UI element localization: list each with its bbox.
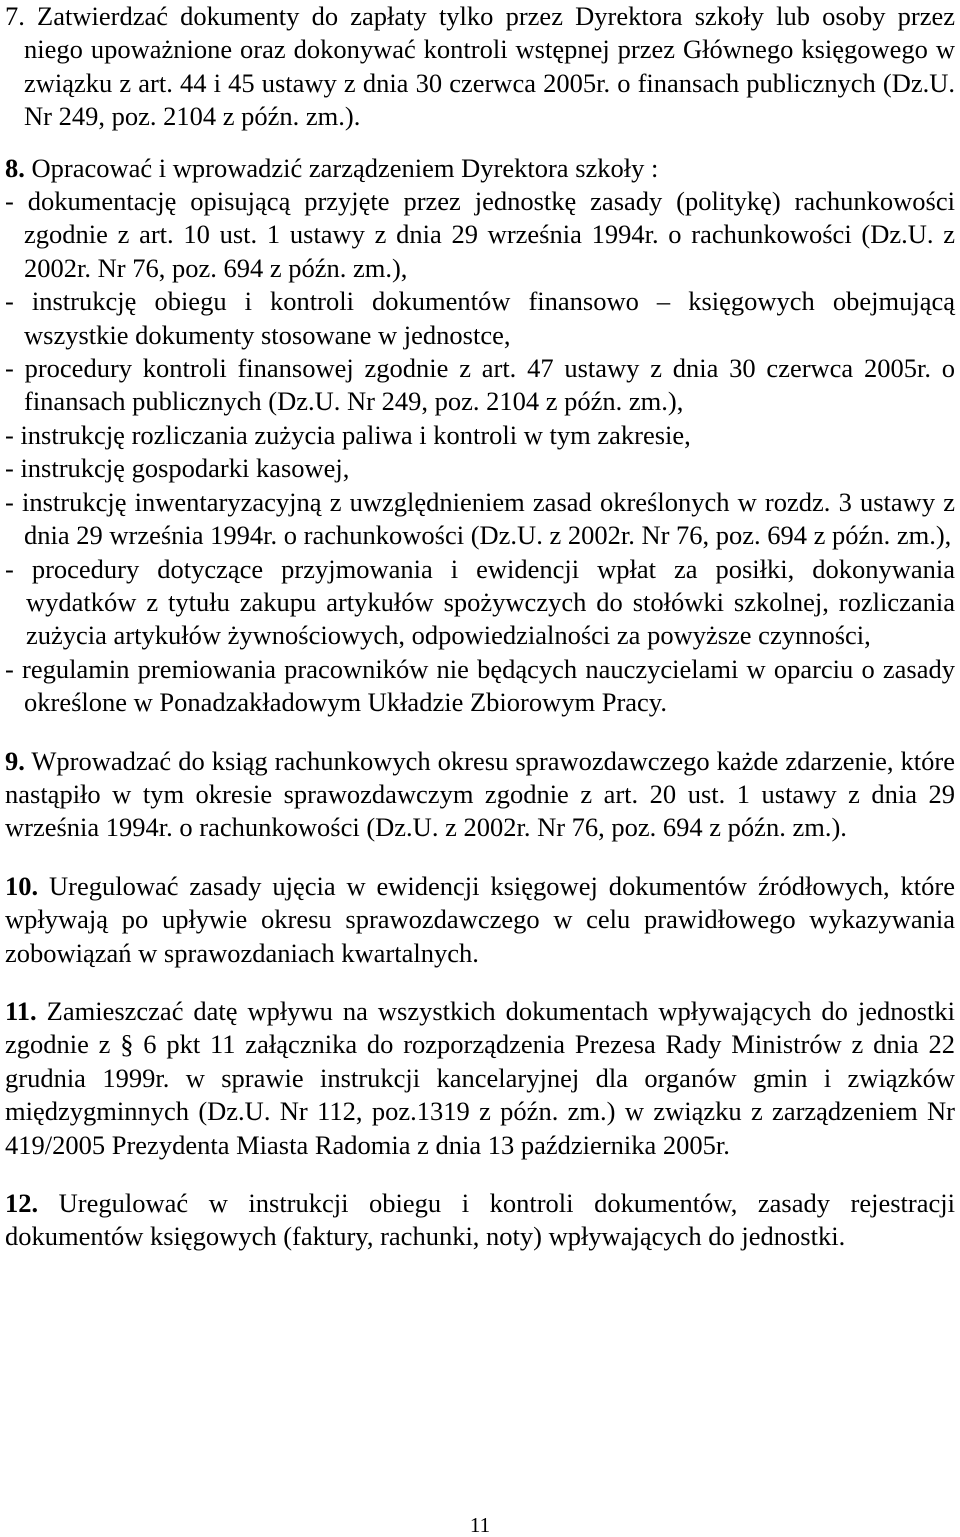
paragraph-8-item-3: - procedury kontroli finansowej zgodnie z art. 47 ustawy z dnia 30 czerwca 2005r. o finansach publicznych (Dz.U. Nr 249, poz. 2104 z późn. zm.), [5,353,955,417]
paragraph-11-number: 11. [5,995,37,1026]
page-number: 11 [469,1513,491,1537]
paragraph-8-number: 8. [5,152,25,183]
paragraph-8-item-6: - instrukcję inwentaryzacyjną z uwzględnieniem zasad określonych w rozdz. 3 ustawy z dnia 29 września 1994r. o rachunkowości (Dz.U. z 2002r. Nr 76, poz. 694 z późn. zm.), [5,486,955,551]
paragraph-9-text: Wprowadzać do ksiąg rachunkowych okresu sprawozdawczego każde zdarzenie, które nastąpiło w tym okresie sprawozdawczym zgodnie z art. 20 ust. 1 ustawy z dnia 29 września 1994r. o rachunkowości (Dz.U. z 2002r. Nr 76, poz. 694 z późn. zm.). [5,745,955,843]
paragraph-7 [5,0,955,134]
paragraph-12 [5,1187,955,1254]
paragraph-10-text: Uregulować zasady ujęcia w ewidencji księgowej dokumentów źródłowych, które wpływają po upływie okresu sprawozdawczego w celu prawidłowego wykazywania zobowiązań w sprawozdaniach kwartalnych. [5,870,955,968]
paragraph-7-text: Zatwierdzać dokumenty do zapłaty tylko przez Dyrektora szkoły lub osoby przez niego upoważnione oraz dokonywać kontroli wstępnej przez Głównego księgowego w związku z art. 44 i 45 ustawy z dnia 30 czerwca 2005r. o finansach publicznych (Dz.U. Nr 249, poz. 2104 z późn. zm.). [24,1,955,132]
paragraph-11-text: Zamieszczać datę wpływu na wszystkich dokumentach wpływających do jednostki zgodnie z § 6 pkt 11 załącznika do rozporządzenia Prezesa Rady Ministrów z dnia 22 grudnia 1999r. w sprawie instrukcji kancelaryjnej dla organów gmin i związków międzygminnych (Dz.U. Nr 112, poz.1319 z późn. zm.) w związku z zarządzeniem Nr 419/2005 Prezydenta Miasta Radomia z dnia 13 października 2005r. [5,995,955,1160]
paragraph-8-item-1: - dokumentację opisującą przyjęte przez jednostkę zasady (politykę) rachunkowości zgodnie z art. 10 ust. 1 ustawy z dnia 29 września 1994r. o rachunkowości (Dz.U. z 2002r. Nr 76, poz. 694 z późn. zm.), [5,186,955,283]
paragraph-8 [5,152,955,185]
paragraph-8-item-5: - instrukcję gospodarki kasowej, [5,453,350,484]
paragraph-10-number: 10. [5,870,39,901]
paragraph-8-item-8: - regulamin premiowania pracowników nie będących nauczycielami w oparciu o zasady określone w Ponadzakładowym Układzie Zbiorowym Pracy. [5,653,955,718]
paragraph-8-text: Opracować i wprowadzić zarządzeniem Dyrektora szkoły : [24,152,659,183]
paragraph-12-text: Uregulować w instrukcji obiegu i kontroli dokumentów, zasady rejestracji dokumentów księgowych (faktury, rachunki, noty) wpływających do jednostki. [5,1188,955,1252]
paragraph-7-number: 7. [5,1,25,31]
paragraph-8-item-4: - instrukcję rozliczania zużycia paliwa i kontroli w tym zakresie, [5,419,691,450]
paragraph-12-number: 12. [5,1188,39,1218]
document-page [5,0,955,1254]
paragraph-11 [5,995,955,1162]
paragraph-8-item-2: - instrukcję obiegu i kontroli dokumentów finansowo – księgowych obejmującą wszystkie dokumenty stosowane w jednostce, [5,286,955,350]
paragraph-10 [5,870,955,970]
paragraph-9 [5,745,955,845]
paragraph-9-number: 9. [5,745,25,776]
paragraph-8-item-7: - procedury dotyczące przyjmowania i ewidencji wpłat za posiłki, dokonywania wydatków z tytułu zakupu artykułów spożywczych do stołówki szkolnej, rozliczania zużycia artykułów żywnościowych, odpowiedzialności za powyższe czynności, [5,553,955,651]
